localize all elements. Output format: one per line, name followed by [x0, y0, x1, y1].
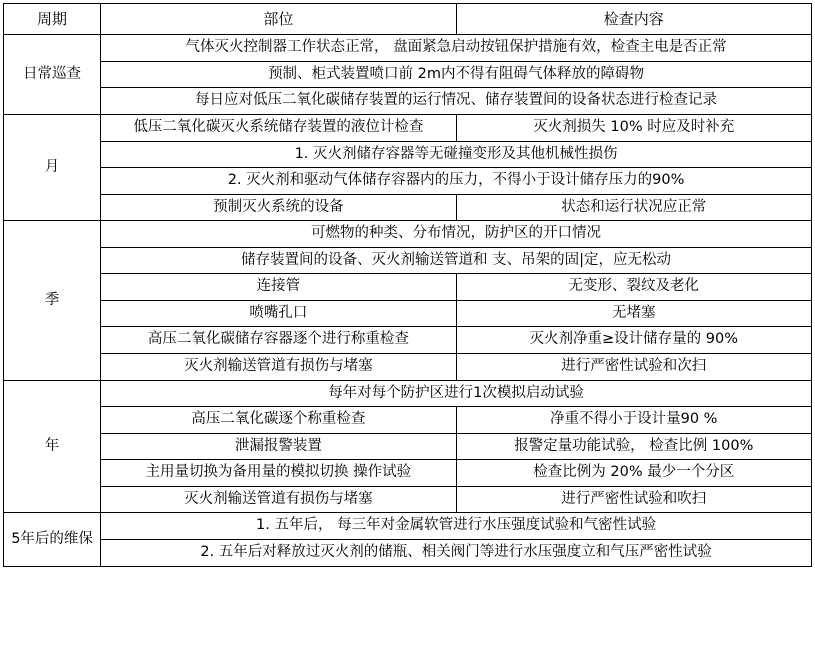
part-cell: 喷嘴孔口 — [101, 300, 456, 327]
table-row — [4, 168, 812, 195]
table-row — [4, 247, 812, 274]
content-cell-full: 2. 灭火剂和驱动气体储存容器内的压力，不得小于设计储存压力的90% — [101, 168, 812, 195]
period-cell: 5年后的维保 — [4, 513, 101, 566]
part-cell: 高压二氧化碳逐个称重检查 — [101, 407, 456, 434]
period-cell: 月 — [4, 114, 101, 220]
period-cell: 日常巡查 — [4, 35, 101, 115]
table-row — [4, 380, 812, 407]
table-row — [4, 274, 812, 301]
part-cell: 泄漏报警装置 — [101, 433, 456, 460]
content-cell-full: 可燃物的种类、分布情况，防护区的开口情况 — [101, 221, 812, 248]
table-row — [4, 88, 812, 115]
item-cell: 检查比例为 20% 最少一个分区 — [456, 460, 811, 487]
header-item: 检查内容 — [456, 4, 811, 35]
table-row — [4, 460, 812, 487]
period-cell: 年 — [4, 380, 101, 513]
content-cell-full: 每年对每个防护区进行1次模拟启动试验 — [101, 380, 812, 407]
table-row — [4, 61, 812, 88]
item-cell: 灭火剂损失 10% 时应及时补充 — [456, 114, 811, 141]
period-cell: 季 — [4, 221, 101, 380]
content-cell-full: 1. 灭火剂储存容器等无碰撞变形及其他机械性损伤 — [101, 141, 812, 168]
part-cell: 灭火剂输送管道有损伤与堵塞 — [101, 486, 456, 513]
item-cell: 无变形、裂纹及老化 — [456, 274, 811, 301]
item-cell: 灭火剂净重≥设计储存量的 90% — [456, 327, 811, 354]
item-cell: 状态和运行状况应正常 — [456, 194, 811, 221]
table-row — [4, 433, 812, 460]
item-cell: 进行严密性试验和次扫 — [456, 354, 811, 381]
part-cell: 主用量切换为备用量的模拟切换 操作试验 — [101, 460, 456, 487]
part-cell: 预制灭火系统的设备 — [101, 194, 456, 221]
inspection-table — [3, 3, 812, 567]
item-cell: 净重不得小于设计量90 % — [456, 407, 811, 434]
item-cell: 无堵塞 — [456, 300, 811, 327]
table-row — [4, 114, 812, 141]
table-row — [4, 221, 812, 248]
content-cell-full: 2. 五年后对释放过灭火剂的储瓶、相关阀门等进行水压强度立和气压严密性试验 — [101, 539, 812, 566]
table-header — [4, 4, 812, 35]
part-cell: 高压二氧化碳储存容器逐个进行称重检查 — [101, 327, 456, 354]
content-cell-full: 1. 五年后， 每三年对金属软管进行水压强度试验和气密性试验 — [101, 513, 812, 540]
table-row — [4, 141, 812, 168]
header-part: 部位 — [101, 4, 456, 35]
content-cell-full: 气体灭火控制器工作状态正常， 盘面紧急启动按钮保护措施有效，检查主电是否正常 — [101, 35, 812, 62]
part-cell: 连接管 — [101, 274, 456, 301]
table-row — [4, 486, 812, 513]
item-cell: 进行严密性试验和吹扫 — [456, 486, 811, 513]
part-cell: 低压二氧化碳灭火系统储存装置的液位计检查 — [101, 114, 456, 141]
content-cell-full: 预制、柜式装置喷口前 2m内不得有阻碍气体释放的障碍物 — [101, 61, 812, 88]
table-row — [4, 35, 812, 62]
content-cell-full: 储存装置间的设备、灭火剂输送管道和 支、吊架的固|定，应无松动 — [101, 247, 812, 274]
table-row — [4, 407, 812, 434]
table-row — [4, 300, 812, 327]
item-cell: 报警定量功能试验， 检查比例 100% — [456, 433, 811, 460]
table-row — [4, 354, 812, 381]
table-row — [4, 327, 812, 354]
part-cell: 灭火剂输送管道有损伤与堵塞 — [101, 354, 456, 381]
header-period: 周期 — [4, 4, 101, 35]
content-cell-full: 每日应对低压二氧化碳储存装置的运行情况、储存装置间的设备状态进行检查记录 — [101, 88, 812, 115]
table-body — [4, 35, 812, 566]
table-header-row — [4, 4, 812, 35]
table-row — [4, 539, 812, 566]
table-row — [4, 194, 812, 221]
table-row — [4, 513, 812, 540]
